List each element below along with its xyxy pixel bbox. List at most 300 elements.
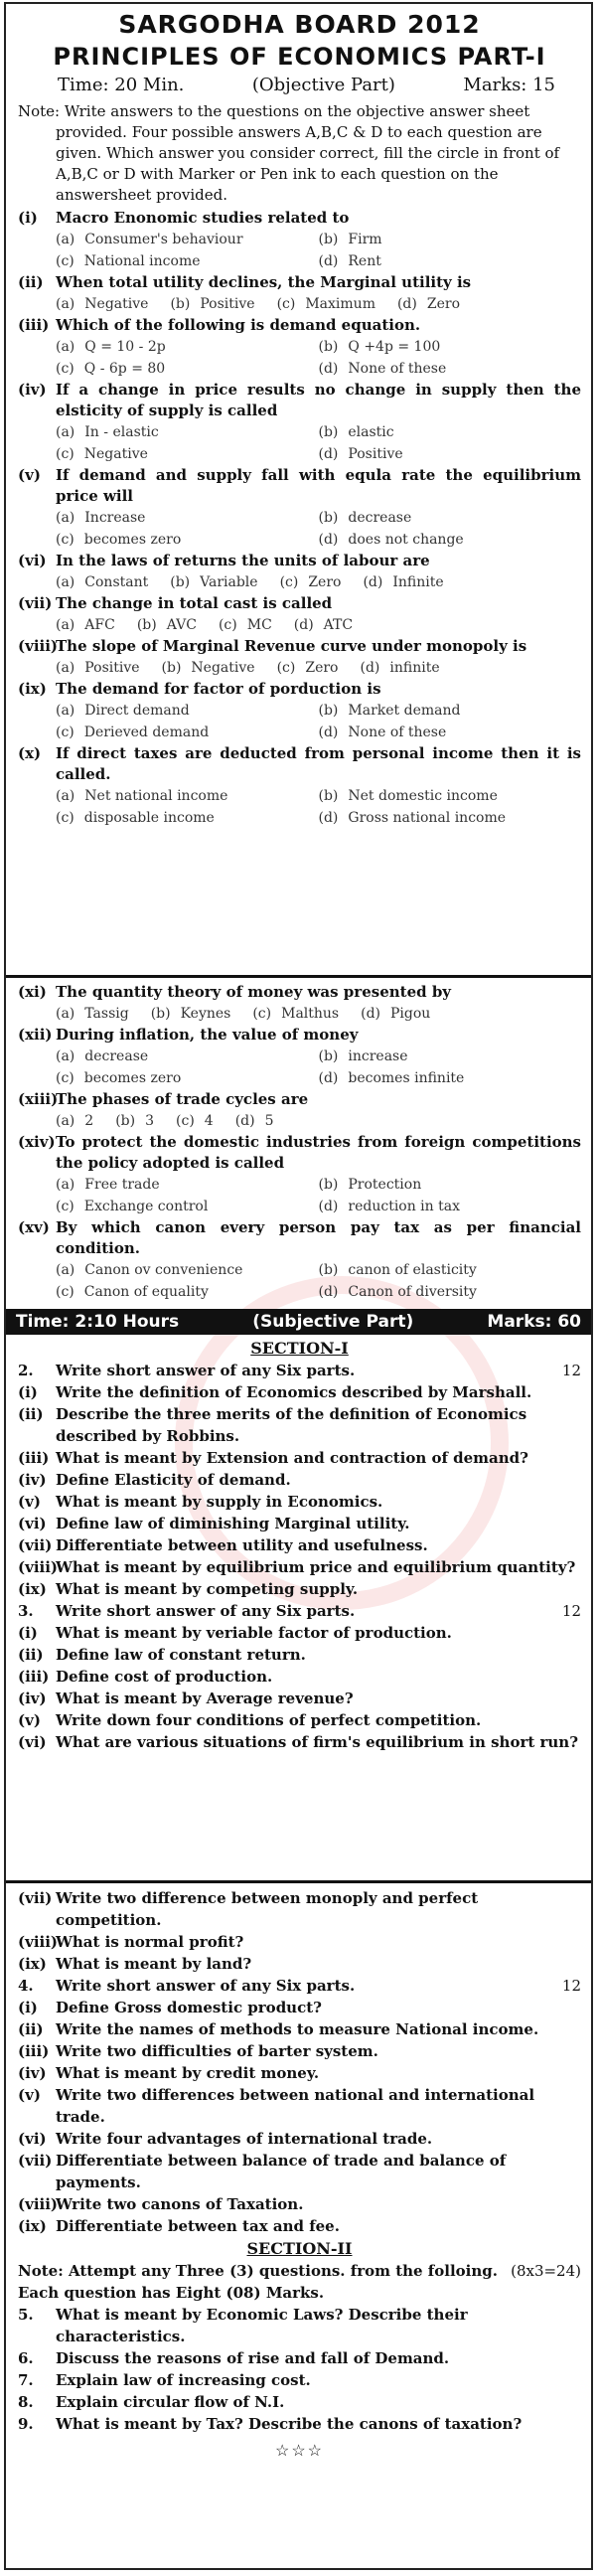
long-questions [18, 2304, 581, 2435]
option-letter: (d) [318, 446, 339, 462]
mcq-option [319, 421, 582, 443]
part-number: (ii) [18, 1646, 44, 1664]
mcq-options [18, 657, 581, 679]
mcq-number: (v) [18, 466, 41, 484]
option-text: Positive [348, 446, 403, 462]
long-question [18, 2413, 581, 2435]
part-text: Differentiate between balance of trade and balance of payments. [56, 2152, 507, 2191]
mcq-number: (xi) [18, 983, 47, 1001]
option-letter: (a) [56, 1262, 75, 1278]
long-question-number: 5. [18, 2306, 34, 2324]
mcq-question [18, 551, 581, 571]
long-question [18, 2347, 581, 2369]
mcq-text: If a change in price results no change in supply then the elsticity of supply is called [56, 381, 581, 419]
option-letter: (c) [56, 1284, 75, 1300]
objective-time: Time: 20 Min. [58, 75, 185, 95]
part-number: (v) [18, 1711, 41, 1729]
section-1-heading: SECTION-I [250, 1339, 349, 1358]
option-letter: (b) [318, 232, 339, 247]
mcq-option [56, 507, 319, 529]
part-number: (i) [18, 1999, 38, 2016]
option-text: Q - 6p = 80 [83, 361, 166, 377]
mcq-question [18, 208, 581, 229]
option-text: Rent [348, 253, 381, 269]
option-letter: (b) [150, 1006, 171, 1022]
mcq-number: (x) [18, 744, 42, 762]
mcq-options [18, 1259, 581, 1303]
short-question-part [18, 2128, 581, 2150]
mcq-options [18, 336, 581, 380]
objective-marks: Marks: 15 [463, 75, 555, 95]
option-text: Negative [83, 446, 148, 462]
mcq-number: (xv) [18, 1218, 50, 1236]
long-question-text: What is meant by Tax? Describe the canons of taxation? [56, 2415, 523, 2433]
long-question [18, 2369, 581, 2391]
option-text: Q +4p = 100 [348, 339, 441, 355]
question-text: Write short answer of any Six parts. [56, 1362, 356, 1379]
option-text: Net domestic income [348, 788, 498, 804]
short-question-part [18, 1688, 581, 1709]
option-letter: (c) [56, 1070, 75, 1086]
mcq-text: To protect the domestic industries from foreign competitions the policy adopted is called [56, 1133, 581, 1172]
option-text: increase [348, 1048, 408, 1064]
mcq-option [319, 1067, 582, 1089]
mcq-text: The demand for factor of porduction is [56, 680, 381, 698]
mcq-option [319, 229, 582, 250]
option-letter: (d) [396, 296, 417, 312]
option-letter: (a) [56, 232, 75, 247]
mcq-option [56, 1281, 319, 1303]
mcq-option [56, 293, 148, 315]
part-text: What is meant by competing supply. [56, 1580, 359, 1598]
mcq-option [170, 293, 254, 315]
part-number: (viii) [18, 1933, 59, 1951]
option-text: elastic [348, 424, 394, 440]
short-question-part [18, 1997, 581, 2018]
mcq-options [18, 1046, 581, 1089]
option-text: 3 [145, 1113, 155, 1129]
short-question-heading [18, 1360, 581, 1381]
option-text: disposable income [83, 810, 215, 826]
short-question-part [18, 1666, 581, 1688]
subjective-bar [6, 1309, 591, 1335]
option-letter: (d) [318, 532, 339, 548]
option-letter: (d) [318, 1070, 339, 1086]
mcq-option [56, 421, 319, 443]
option-text: In - elastic [84, 424, 159, 440]
part-number: (iv) [18, 1690, 47, 1707]
mcq-list-2 [18, 978, 581, 1303]
section-2-heading: SECTION-II [246, 2239, 353, 2258]
option-text: Canon of equality [83, 1284, 209, 1300]
mcq-text: The change in total cast is called [56, 594, 333, 612]
objective-part: (Objective Part) [251, 75, 395, 95]
section-2-note-text: Note: Attempt any Three (3) questions. from the folloing. Each question has Eight (08) Marks. [18, 2262, 498, 2302]
part-number: (vii) [18, 1536, 53, 1554]
mcq-option [319, 1259, 582, 1281]
mcq-question [18, 679, 581, 700]
short-question-part [18, 1403, 581, 1447]
question-3-part-b [18, 1883, 581, 1975]
mcq-question [18, 315, 581, 336]
question-marks: 12 [561, 1977, 581, 1995]
mcq-text: During inflation, the value of money [56, 1026, 359, 1044]
mcq-option [56, 571, 148, 593]
mcq-option [56, 1259, 319, 1281]
question-marks: 12 [561, 1362, 581, 1379]
mcq-question [18, 636, 581, 657]
part-text: What is meant by equilibrium price and equilibrium quantity? [56, 1558, 576, 1576]
part-text: What is meant by Extension and contraction of demand? [56, 1449, 528, 1467]
mcq-number: (viii) [18, 637, 59, 655]
option-text: Keynes [180, 1006, 231, 1022]
option-text: 4 [204, 1113, 214, 1129]
mcq-option [319, 1196, 582, 1217]
part-text: Write the names of methods to measure National income. [56, 2020, 539, 2038]
option-text: Q = 10 - 2p [84, 339, 166, 355]
mcq-number: (iv) [18, 381, 47, 399]
mcq-option [277, 293, 375, 315]
part-number: (ix) [18, 1580, 47, 1598]
option-text: infinite [389, 660, 440, 676]
mcq-text: By which canon every person pay tax as per financial condition. [56, 1218, 581, 1257]
option-text: Firm [348, 232, 382, 247]
part-text: Define law of diminishing Marginal utility. [56, 1515, 410, 1532]
short-question-part [18, 1622, 581, 1644]
section-2-note [18, 2260, 581, 2304]
part-number: (ii) [18, 2020, 44, 2038]
mcq-text: In the laws of returns the units of labour are [56, 552, 430, 569]
option-letter: (a) [56, 296, 75, 312]
option-text: Exchange control [83, 1199, 209, 1214]
option-text: decrease [84, 1048, 149, 1064]
mcq-option [319, 1174, 582, 1196]
long-question-number: 7. [18, 2371, 34, 2389]
mcq-question [18, 743, 581, 785]
paper-title: PRINCIPLES OF ECONOMICS PART-I [53, 43, 546, 71]
mcq-option [277, 657, 339, 679]
option-letter: (b) [318, 788, 339, 804]
option-letter: (a) [56, 574, 75, 590]
mcq-number: (i) [18, 209, 38, 227]
option-text: Maximum [305, 296, 375, 312]
option-text: Derieved demand [83, 724, 210, 740]
mcq-number: (ii) [18, 273, 44, 291]
option-letter: (a) [56, 703, 75, 719]
question-text: Write short answer of any Six parts. [56, 1977, 356, 1995]
mcq-option [56, 614, 115, 636]
short-question-part [18, 1447, 581, 1469]
option-letter: (c) [56, 446, 75, 462]
mcq-number: (iii) [18, 316, 50, 334]
mcq-option [397, 293, 460, 315]
option-letter: (d) [318, 810, 339, 826]
mcq-option [56, 443, 319, 465]
mcq-text: When total utility declines, the Marginal utility is [56, 273, 472, 291]
option-text: Net national income [84, 788, 228, 804]
option-letter: (a) [56, 788, 75, 804]
part-number: (i) [18, 1624, 38, 1642]
mcq-option [319, 443, 582, 465]
short-question-part [18, 1709, 581, 1731]
mcq-option [56, 529, 319, 551]
short-question-part [18, 1469, 581, 1491]
part-number: (v) [18, 1493, 41, 1511]
mcq-option [56, 1046, 319, 1067]
option-text: Variable [200, 574, 258, 590]
mcq-question [18, 465, 581, 507]
mcq-option [319, 807, 582, 829]
mcq-option [56, 250, 319, 272]
mcq-options [18, 507, 581, 551]
mcq-options [18, 571, 581, 593]
option-text: Canon of diversity [348, 1284, 477, 1300]
option-text: Consumer's behaviour [84, 232, 243, 247]
mcq-question [18, 1089, 581, 1110]
question-marks: 12 [561, 1602, 581, 1620]
subjective-time: Time: 2:10 Hours [16, 1312, 180, 1332]
part-text: Differentiate between utility and usefulness. [56, 1536, 428, 1554]
part-number: (vi) [18, 1733, 47, 1751]
panel-bottom [6, 1883, 591, 2566]
short-question-part [18, 1381, 581, 1403]
option-letter: (c) [276, 660, 296, 676]
mcq-option [56, 722, 319, 743]
option-text: canon of elasticity [348, 1262, 477, 1278]
option-letter: (b) [170, 296, 191, 312]
mcq-options [18, 421, 581, 465]
option-letter: (c) [176, 1113, 195, 1129]
part-number: (ix) [18, 2217, 47, 2235]
option-letter: (a) [56, 1177, 75, 1193]
short-question-part [18, 2193, 581, 2215]
mcq-options [18, 1110, 581, 1132]
mcq-options [18, 293, 581, 315]
long-question-text: What is meant by Economic Laws? Describe their characteristics. [56, 2306, 468, 2345]
mcq-question [18, 272, 581, 293]
mcq-option [294, 614, 353, 636]
option-text: Pigou [390, 1006, 431, 1022]
option-letter: (a) [56, 660, 75, 676]
option-text: Negative [191, 660, 255, 676]
option-letter: (b) [318, 703, 339, 719]
objective-note: Note: Write answers to the questions on the objective answer sheet provided. Four possible answers A,B,C & D to each question are given. Which answer you consider correct, fill the circle in front of A,B,C or D with Marker or Pen ink to each question on the answersheet provided. [18, 102, 560, 204]
end-stars: ☆☆☆ [274, 2441, 325, 2460]
option-letter: (a) [56, 617, 75, 633]
option-letter: (c) [56, 1199, 75, 1214]
option-text: becomes zero [83, 532, 182, 548]
mcq-option [115, 1110, 154, 1132]
part-number: (ix) [18, 1955, 47, 1973]
part-text: What are various situations of firm's equilibrium in short run? [56, 1733, 579, 1751]
option-letter: (a) [56, 424, 75, 440]
option-text: AVC [166, 617, 197, 633]
part-text: Write the definition of Economics described by Marshall. [56, 1383, 532, 1401]
short-question-part [18, 1491, 581, 1513]
option-text: Direct demand [84, 703, 190, 719]
option-letter: (d) [361, 1006, 381, 1022]
mcq-option [319, 507, 582, 529]
option-letter: (d) [360, 660, 380, 676]
option-letter: (b) [318, 1262, 339, 1278]
option-letter: (a) [56, 1113, 75, 1129]
option-letter: (b) [318, 510, 339, 526]
mcq-question [18, 1132, 581, 1174]
short-question-part [18, 2215, 581, 2237]
mcq-options [18, 1003, 581, 1025]
mcq-question [18, 593, 581, 614]
mcq-option [56, 1003, 129, 1025]
option-letter: (d) [363, 574, 383, 590]
short-question-part [18, 1731, 581, 1753]
short-question-part [18, 1644, 581, 1666]
mcq-option [319, 1046, 582, 1067]
mcq-text: If demand and supply fall with equla rate the equilibrium price will [56, 466, 581, 505]
part-number: (iii) [18, 1449, 50, 1467]
option-text: decrease [348, 510, 412, 526]
part-number: (vi) [18, 2130, 47, 2148]
part-text: Write down four conditions of perfect competition. [56, 1711, 482, 1729]
mcq-option [56, 229, 319, 250]
option-letter: (a) [56, 1006, 75, 1022]
option-letter: (d) [318, 361, 339, 377]
mcq-option [363, 571, 443, 593]
option-letter: (c) [279, 574, 299, 590]
part-number: (vii) [18, 1889, 53, 1907]
option-letter: (c) [56, 724, 75, 740]
option-text: None of these [348, 361, 447, 377]
option-text: Negative [84, 296, 149, 312]
option-text: Free trade [84, 1177, 160, 1193]
mcq-options [18, 229, 581, 272]
option-text: AFC [84, 617, 115, 633]
short-question-part [18, 2084, 581, 2128]
option-text: National income [83, 253, 201, 269]
mcq-option [56, 358, 319, 380]
option-letter: (c) [218, 617, 237, 633]
question-number: 4. [18, 1977, 34, 1995]
mcq-option [319, 336, 582, 358]
option-text: 2 [84, 1113, 94, 1129]
mcq-option [361, 1003, 430, 1025]
mcq-question [18, 380, 581, 421]
short-question-part [18, 1931, 581, 1953]
mcq-option [56, 1067, 319, 1089]
option-letter: (b) [318, 339, 339, 355]
mcq-text: Which of the following is demand equation. [56, 316, 421, 334]
option-letter: (a) [56, 1048, 75, 1064]
mcq-question [18, 982, 581, 1003]
part-number: (iii) [18, 1668, 50, 1686]
mcq-option [319, 529, 582, 551]
question-text: Write short answer of any Six parts. [56, 1602, 356, 1620]
mcq-option [319, 250, 582, 272]
option-text: ATC [323, 617, 354, 633]
question-2 [18, 1360, 581, 1600]
mcq-text: The slope of Marginal Revenue curve under monopoly is [56, 637, 527, 655]
option-letter: (a) [56, 510, 75, 526]
option-text: Canon ov convenience [84, 1262, 243, 1278]
option-text: Protection [348, 1177, 422, 1193]
long-question-text: Explain circular flow of N.I. [56, 2393, 285, 2411]
panel-objective [6, 4, 591, 978]
section-2-note-marks: (8x3=24) [511, 2262, 581, 2280]
option-letter: (b) [318, 424, 339, 440]
short-question-part [18, 2018, 581, 2040]
part-text: What is normal profit? [56, 1933, 244, 1951]
mcq-number: (ix) [18, 680, 47, 698]
option-letter: (d) [318, 724, 339, 740]
long-question-text: Explain law of increasing cost. [56, 2371, 311, 2389]
option-letter: (c) [252, 1006, 272, 1022]
short-question-heading [18, 1600, 581, 1622]
short-question-heading [18, 1975, 581, 1997]
option-text: Zero [426, 296, 460, 312]
long-question-number: 8. [18, 2393, 34, 2411]
mcq-question [18, 1217, 581, 1259]
mcq-option [56, 1174, 319, 1196]
question-number: 2. [18, 1362, 34, 1379]
part-text: What is meant by veriable factor of production. [56, 1624, 452, 1642]
part-text: What is meant by credit money. [56, 2064, 320, 2082]
option-text: Increase [84, 510, 146, 526]
question-4 [18, 1975, 581, 2237]
option-letter: (c) [276, 296, 296, 312]
mcq-options [18, 614, 581, 636]
part-text: Write two canons of Taxation. [56, 2195, 304, 2213]
question-3-part-a [18, 1600, 581, 1753]
mcq-number: (vii) [18, 594, 53, 612]
part-number: (iv) [18, 1471, 47, 1489]
option-letter: (c) [56, 253, 75, 269]
mcq-number: (xiii) [18, 1090, 59, 1108]
part-number: (iv) [18, 2064, 47, 2082]
part-number: (ii) [18, 1405, 44, 1423]
mcq-option [252, 1003, 339, 1025]
mcq-number: (vi) [18, 552, 47, 569]
option-letter: (b) [161, 660, 182, 676]
mcq-option [56, 1196, 319, 1217]
part-text: Define law of constant return. [56, 1646, 306, 1664]
board-title: SARGODHA BOARD 2012 [118, 10, 481, 39]
option-text: Constant [84, 574, 149, 590]
question-number: 3. [18, 1602, 34, 1620]
option-text: MC [246, 617, 272, 633]
panel-middle [6, 978, 591, 1883]
option-text: Infinite [392, 574, 444, 590]
option-letter: (a) [56, 339, 75, 355]
mcq-option [56, 807, 319, 829]
option-letter: (d) [318, 1199, 339, 1214]
subjective-marks: Marks: 60 [487, 1312, 581, 1332]
short-question-part [18, 1534, 581, 1556]
option-letter: (b) [318, 1177, 339, 1193]
mcq-option [151, 1003, 231, 1025]
part-number: (iii) [18, 2042, 50, 2060]
short-question-part [18, 2040, 581, 2062]
option-text: Tassig [84, 1006, 129, 1022]
short-question-part [18, 1953, 581, 1975]
mcq-options [18, 700, 581, 743]
mcq-number: (xii) [18, 1026, 53, 1044]
short-question-part [18, 1556, 581, 1578]
mcq-text: The quantity theory of money was presented by [56, 983, 452, 1001]
mcq-option [162, 657, 255, 679]
part-text: What is meant by Average revenue? [56, 1690, 354, 1707]
option-text: reduction in tax [348, 1199, 460, 1214]
option-letter: (c) [56, 810, 75, 826]
mcq-option [56, 1110, 93, 1132]
